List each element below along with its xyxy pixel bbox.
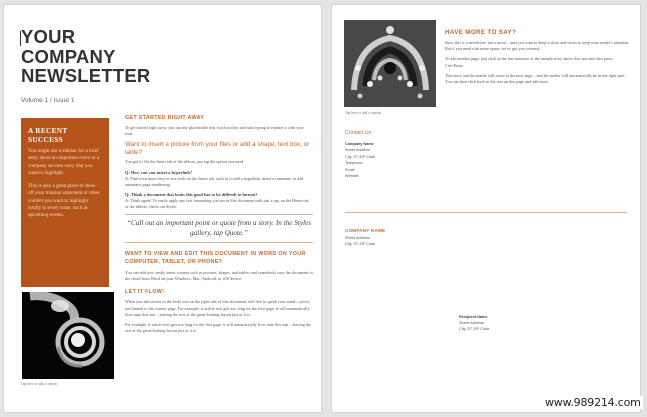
paragraph-insert-picture[interactable]: You got it! On the Insert tab of the ribbon, just tap the option you need. [125, 159, 245, 165]
mailer-divider [345, 212, 627, 213]
heading-get-started[interactable]: GET STARTED RIGHT AWAY [125, 115, 205, 121]
title-line-2: COMPANY [21, 45, 116, 67]
recipient-address-block[interactable] [459, 314, 489, 333]
heading-view-edit[interactable]: WANT TO VIEW AND EDIT THIS DOCUMENT IN WORD ON YOUR COMPUTER, TABLET, OR PHONE? [125, 251, 306, 265]
heading-let-it-flow[interactable]: LET IT FLOW! [125, 289, 165, 296]
main-column [125, 115, 313, 338]
recipient-name: Recipient Name [459, 315, 488, 319]
left-photo-caption[interactable]: Tap here to add a caption [21, 382, 58, 386]
return-address-block[interactable] [345, 228, 385, 247]
contact-heading: Contact Us [345, 130, 372, 136]
pull-quote[interactable]: “Call out an important point or quote from a story. In the Styles gallery, tap Quote.” [125, 214, 313, 243]
paragraph-example[interactable]: For example, if article text gets too long for the first page, it will automatically flow onto this one – leaving the rest of the great-looking layout just as it is. [125, 322, 311, 334]
paragraph-have-more-3[interactable]: This story and the mailer will move to the next page – and the mailer will automatically be in the right spot. You can then click back in the text on this page and add more. [445, 72, 626, 85]
paragraph-have-more-1[interactable]: Sure, this is a newsletter, not a novel – and you want to keep it short and sweet to keep your reader's attention. But if you need a bit more space, we've got you covered... [445, 40, 630, 52]
sidebar-recent-success[interactable] [21, 118, 109, 287]
contact-city: City, ST ZIP Code [345, 154, 376, 159]
contact-us-block[interactable] [345, 130, 375, 179]
paragraph-have-more-2[interactable]: To add another page, just click in the last sentence of the sample story above this one and then press Ctrl+Enter. [445, 56, 613, 68]
paragraph-let-it-flow[interactable]: When you add stories to the body text on the right side of this document, feel free to speak your mind—you're not limited to the current page. For example, if article text gets too long for the first page, it will automatically flow onto this one – leaving the rest of the great-looking layout just as it is. [125, 299, 310, 317]
paragraph-view-edit[interactable]: You can edit text; easily insert content such as pictures, shapes, and tables; and seamlessly save the document to the cloud from Word on your Windows, Mac, Android, or iOS device. [125, 270, 313, 282]
contact-website: Website [345, 174, 359, 179]
answer-hyperlink[interactable]: A: Find even more easy-to-use tools on the Insert tab, such as to add a hyperlink, insert a comment, or add automatic page numbering. [125, 175, 304, 187]
answer-format[interactable]: A: Think again! To easily apply any text formatting you see in this document with just a tap, on the Home tab of the ribbon, check out Styles. [125, 198, 309, 210]
ornament-image-icon [344, 20, 436, 107]
sidebar-heading: A RECENT SUCCESS [28, 126, 68, 144]
heading-have-more[interactable]: HAVE MORE TO SAY? [445, 29, 517, 36]
return-company-name: COMPANY NAME [345, 228, 386, 233]
question-hyperlink[interactable]: Q: How can you insert a hyperlink? [125, 169, 193, 175]
title-line-3: NEWSLETTER [21, 65, 151, 86]
violin-scroll-photo[interactable] [22, 292, 114, 379]
title-line-1: YOUR [21, 26, 76, 47]
violin-scroll-image-icon [22, 292, 114, 379]
ornament-photo[interactable] [344, 20, 436, 107]
return-city: City, ST ZIP Code [345, 242, 376, 247]
newsletter-page-1 [3, 4, 322, 413]
contact-company-name: Company Name [345, 142, 374, 146]
contact-telephone: Telephone [345, 161, 363, 166]
right-column [445, 29, 631, 89]
right-photo-caption[interactable]: Tap here to add a caption [345, 111, 382, 115]
question-format[interactable]: Q: Think a document that looks this good has to be difficult to format? [125, 192, 258, 198]
contact-street: Street Address [345, 148, 370, 153]
watermark: www.989214.com [545, 396, 641, 409]
paragraph-get-started[interactable]: To get started right away, just tap any placeholder text (such as this) and start typing to replace it with your own. [125, 125, 304, 137]
newsletter-page-2 [331, 4, 641, 413]
contact-email: Email [345, 167, 355, 172]
volume-issue[interactable]: Volume 1 / Issue 1 [21, 97, 75, 104]
subheading-insert-picture[interactable]: Want to insert a picture from your files or add a shape, text box, or table? [125, 141, 310, 156]
sidebar-paragraph-1: You might use a sidebar for a brief story about an important event or a company success story that you want to highlight. [28, 148, 100, 176]
return-street: Street Address [345, 236, 370, 240]
sidebar-paragraph-2: This is also a great place to show off your mission statement or other content you want to highlight boldly in every issue, such as upcoming events. [28, 183, 100, 219]
recipient-city: City, ST ZIP Code [459, 327, 490, 332]
recipient-street: Street Address [459, 321, 484, 326]
newsletter-title[interactable] [21, 27, 150, 86]
